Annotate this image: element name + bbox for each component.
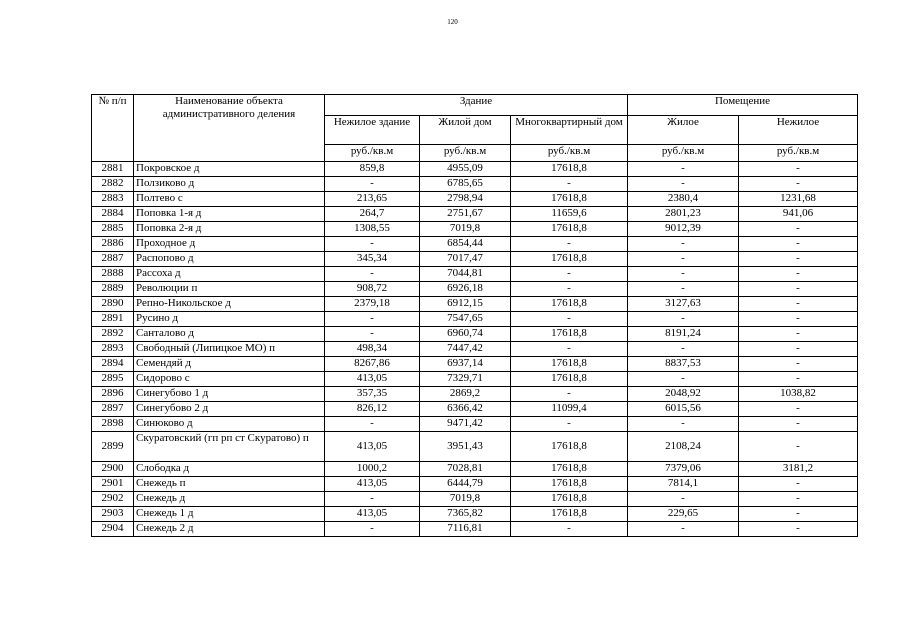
row-number: 2888: [92, 267, 134, 282]
price-cell: 6444,79: [420, 477, 511, 492]
object-name: Русино д: [134, 312, 325, 327]
price-cell: 357,35: [325, 387, 420, 402]
price-cell: 6854,44: [420, 237, 511, 252]
price-cell: 4955,09: [420, 162, 511, 177]
price-cell: 11099,4: [511, 402, 628, 417]
price-cell: 941,06: [739, 207, 858, 222]
price-cell: 213,65: [325, 192, 420, 207]
object-name: Снежедь 2 д: [134, 522, 325, 537]
unit-label: руб./кв.м: [325, 145, 420, 162]
table-row: [92, 282, 858, 297]
row-number: 2886: [92, 237, 134, 252]
row-number: 2883: [92, 192, 134, 207]
page-number: 120: [447, 18, 458, 26]
object-name: Семендяй д: [134, 357, 325, 372]
price-cell: 8267,86: [325, 357, 420, 372]
unit-label: руб./кв.м: [420, 145, 511, 162]
price-cell: 17618,8: [511, 327, 628, 342]
header-residential-premises: Жилое: [628, 116, 739, 145]
price-cell: 17618,8: [511, 372, 628, 387]
object-name: Снежедь 1 д: [134, 507, 325, 522]
table-row: [92, 207, 858, 222]
row-number: 2892: [92, 327, 134, 342]
object-name: Распопово д: [134, 252, 325, 267]
object-name: Синюково д: [134, 417, 325, 432]
table-row: [92, 252, 858, 267]
price-cell: -: [511, 282, 628, 297]
table-row: [92, 492, 858, 507]
price-cell: 6912,15: [420, 297, 511, 312]
price-cell: 7019,8: [420, 222, 511, 237]
price-cell: -: [628, 237, 739, 252]
object-name: Скуратовский (гп рп ст Скуратово) п: [134, 432, 325, 462]
price-cell: 908,72: [325, 282, 420, 297]
row-number: 2894: [92, 357, 134, 372]
object-name: Синегубово 1 д: [134, 387, 325, 402]
table-row: [92, 387, 858, 402]
price-cell: 6366,42: [420, 402, 511, 417]
price-cell: 6015,56: [628, 402, 739, 417]
price-cell: -: [739, 432, 858, 462]
price-cell: -: [739, 522, 858, 537]
price-cell: 17618,8: [511, 222, 628, 237]
price-cell: 17618,8: [511, 477, 628, 492]
object-name: Проходное д: [134, 237, 325, 252]
price-cell: 2379,18: [325, 297, 420, 312]
table-row: [92, 417, 858, 432]
object-name: Репно-Никольское д: [134, 297, 325, 312]
header-building: Здание: [325, 95, 628, 116]
table-row: [92, 297, 858, 312]
table-row: [92, 192, 858, 207]
row-number: 2903: [92, 507, 134, 522]
price-cell: -: [739, 417, 858, 432]
price-cell: -: [739, 237, 858, 252]
price-cell: 413,05: [325, 477, 420, 492]
price-cell: -: [511, 237, 628, 252]
price-cell: -: [739, 402, 858, 417]
table-row: [92, 357, 858, 372]
price-cell: 7044,81: [420, 267, 511, 282]
price-cell: 8837,53: [628, 357, 739, 372]
row-number: 2891: [92, 312, 134, 327]
price-cell: 7116,81: [420, 522, 511, 537]
row-number: 2893: [92, 342, 134, 357]
price-cell: 3127,63: [628, 297, 739, 312]
price-cell: 413,05: [325, 432, 420, 462]
object-name: Санталово д: [134, 327, 325, 342]
unit-label: руб./кв.м: [628, 145, 739, 162]
object-name: Ползиково д: [134, 177, 325, 192]
header-num: № п/п: [92, 95, 134, 162]
price-cell: -: [325, 267, 420, 282]
price-cell: -: [739, 297, 858, 312]
price-cell: -: [739, 252, 858, 267]
row-number: 2882: [92, 177, 134, 192]
object-name: Слободка д: [134, 462, 325, 477]
price-cell: 6926,18: [420, 282, 511, 297]
price-cell: -: [325, 522, 420, 537]
price-cell: -: [511, 342, 628, 357]
price-cell: -: [325, 312, 420, 327]
price-cell: 17618,8: [511, 162, 628, 177]
object-name: Снежедь д: [134, 492, 325, 507]
header-residential-house: Жилой дом: [420, 116, 511, 145]
row-number: 2887: [92, 252, 134, 267]
price-cell: 7365,82: [420, 507, 511, 522]
price-cell: -: [628, 522, 739, 537]
price-cell: 7019,8: [420, 492, 511, 507]
price-cell: -: [628, 342, 739, 357]
price-cell: 1231,68: [739, 192, 858, 207]
price-cell: 7547,65: [420, 312, 511, 327]
price-cell: 3181,2: [739, 462, 858, 477]
row-number: 2897: [92, 402, 134, 417]
price-cell: -: [628, 282, 739, 297]
price-cell: 1308,55: [325, 222, 420, 237]
price-cell: -: [739, 312, 858, 327]
price-cell: 17618,8: [511, 492, 628, 507]
price-cell: -: [325, 492, 420, 507]
price-cell: 17618,8: [511, 252, 628, 267]
price-cell: -: [739, 282, 858, 297]
price-cell: -: [739, 177, 858, 192]
header-nonresidential-premises: Нежилое: [739, 116, 858, 145]
price-cell: 8191,24: [628, 327, 739, 342]
price-cell: 17618,8: [511, 297, 628, 312]
price-cell: -: [739, 492, 858, 507]
price-cell: 264,7: [325, 207, 420, 222]
price-cell: 17618,8: [511, 462, 628, 477]
price-cell: 2048,92: [628, 387, 739, 402]
price-cell: 7028,81: [420, 462, 511, 477]
table-row: [92, 432, 858, 462]
object-name: Свободный (Липицкое МО) п: [134, 342, 325, 357]
price-cell: 1000,2: [325, 462, 420, 477]
price-cell: 2801,23: [628, 207, 739, 222]
table-body: [92, 162, 858, 537]
table-row: [92, 507, 858, 522]
price-cell: -: [628, 312, 739, 327]
price-cell: -: [739, 162, 858, 177]
price-cell: -: [628, 252, 739, 267]
row-number: 2885: [92, 222, 134, 237]
price-cell: 413,05: [325, 372, 420, 387]
price-cell: 2869,2: [420, 387, 511, 402]
price-cell: 6937,14: [420, 357, 511, 372]
price-cell: 17618,8: [511, 357, 628, 372]
price-cell: 229,65: [628, 507, 739, 522]
price-cell: -: [511, 387, 628, 402]
price-cell: 826,12: [325, 402, 420, 417]
price-cell: 2798,94: [420, 192, 511, 207]
price-cell: 7447,42: [420, 342, 511, 357]
price-cell: 498,34: [325, 342, 420, 357]
price-cell: -: [739, 267, 858, 282]
price-cell: 9471,42: [420, 417, 511, 432]
row-number: 2889: [92, 282, 134, 297]
table-row: [92, 372, 858, 387]
row-number: 2904: [92, 522, 134, 537]
header-premises: Помещение: [628, 95, 858, 116]
price-cell: 1038,82: [739, 387, 858, 402]
row-number: 2899: [92, 432, 134, 462]
unit-label: руб./кв.м: [511, 145, 628, 162]
table-row: [92, 312, 858, 327]
price-cell: 3951,43: [420, 432, 511, 462]
price-cell: 2751,67: [420, 207, 511, 222]
price-cell: 17618,8: [511, 432, 628, 462]
row-number: 2896: [92, 387, 134, 402]
price-cell: 6785,65: [420, 177, 511, 192]
price-cell: 7379,06: [628, 462, 739, 477]
header-nonresidential-building: Нежилое здание: [325, 116, 420, 145]
object-name: Рассоха д: [134, 267, 325, 282]
row-number: 2898: [92, 417, 134, 432]
price-cell: -: [511, 417, 628, 432]
price-cell: -: [325, 417, 420, 432]
price-cell: -: [739, 372, 858, 387]
object-name: Сидорово с: [134, 372, 325, 387]
table-row: [92, 177, 858, 192]
price-cell: -: [628, 177, 739, 192]
price-cell: -: [739, 477, 858, 492]
header-apartment-building: Многоквартирный дом: [511, 116, 628, 145]
table-row: [92, 462, 858, 477]
object-name: Поповка 2-я д: [134, 222, 325, 237]
table-row: [92, 162, 858, 177]
price-cell: 11659,6: [511, 207, 628, 222]
table-row: [92, 522, 858, 537]
object-name: Поповка 1-я д: [134, 207, 325, 222]
row-number: 2890: [92, 297, 134, 312]
price-cell: -: [739, 342, 858, 357]
price-cell: 6960,74: [420, 327, 511, 342]
price-cell: 17618,8: [511, 192, 628, 207]
price-cell: -: [739, 327, 858, 342]
object-name: Полтево с: [134, 192, 325, 207]
price-cell: 2380,4: [628, 192, 739, 207]
price-cell: -: [511, 177, 628, 192]
object-name: Революции п: [134, 282, 325, 297]
price-cell: -: [739, 357, 858, 372]
price-cell: -: [739, 222, 858, 237]
price-cell: -: [628, 267, 739, 282]
price-cell: -: [325, 327, 420, 342]
row-number: 2900: [92, 462, 134, 477]
object-name: Синегубово 2 д: [134, 402, 325, 417]
table-row: [92, 327, 858, 342]
table-row: [92, 267, 858, 282]
price-cell: 7814,1: [628, 477, 739, 492]
row-number: 2902: [92, 492, 134, 507]
row-number: 2884: [92, 207, 134, 222]
table-row: [92, 402, 858, 417]
object-name: Снежедь п: [134, 477, 325, 492]
header-name: Наименование объекта административного деления: [134, 95, 325, 162]
price-cell: 345,34: [325, 252, 420, 267]
price-cell: 7017,47: [420, 252, 511, 267]
price-cell: -: [739, 507, 858, 522]
row-number: 2901: [92, 477, 134, 492]
price-table: [91, 94, 858, 537]
table-row: [92, 342, 858, 357]
price-cell: -: [628, 417, 739, 432]
price-cell: -: [511, 522, 628, 537]
price-cell: 2108,24: [628, 432, 739, 462]
table-row: [92, 237, 858, 252]
price-cell: 413,05: [325, 507, 420, 522]
unit-label: руб./кв.м: [739, 145, 858, 162]
price-cell: 859,8: [325, 162, 420, 177]
price-cell: -: [325, 237, 420, 252]
price-cell: -: [628, 372, 739, 387]
price-cell: -: [628, 162, 739, 177]
table-row: [92, 477, 858, 492]
object-name: Покровское д: [134, 162, 325, 177]
price-cell: 7329,71: [420, 372, 511, 387]
table-row: [92, 222, 858, 237]
price-cell: -: [511, 312, 628, 327]
price-cell: -: [511, 267, 628, 282]
price-cell: -: [628, 492, 739, 507]
price-cell: -: [325, 177, 420, 192]
price-cell: 9012,39: [628, 222, 739, 237]
price-cell: 17618,8: [511, 507, 628, 522]
row-number: 2895: [92, 372, 134, 387]
row-number: 2881: [92, 162, 134, 177]
